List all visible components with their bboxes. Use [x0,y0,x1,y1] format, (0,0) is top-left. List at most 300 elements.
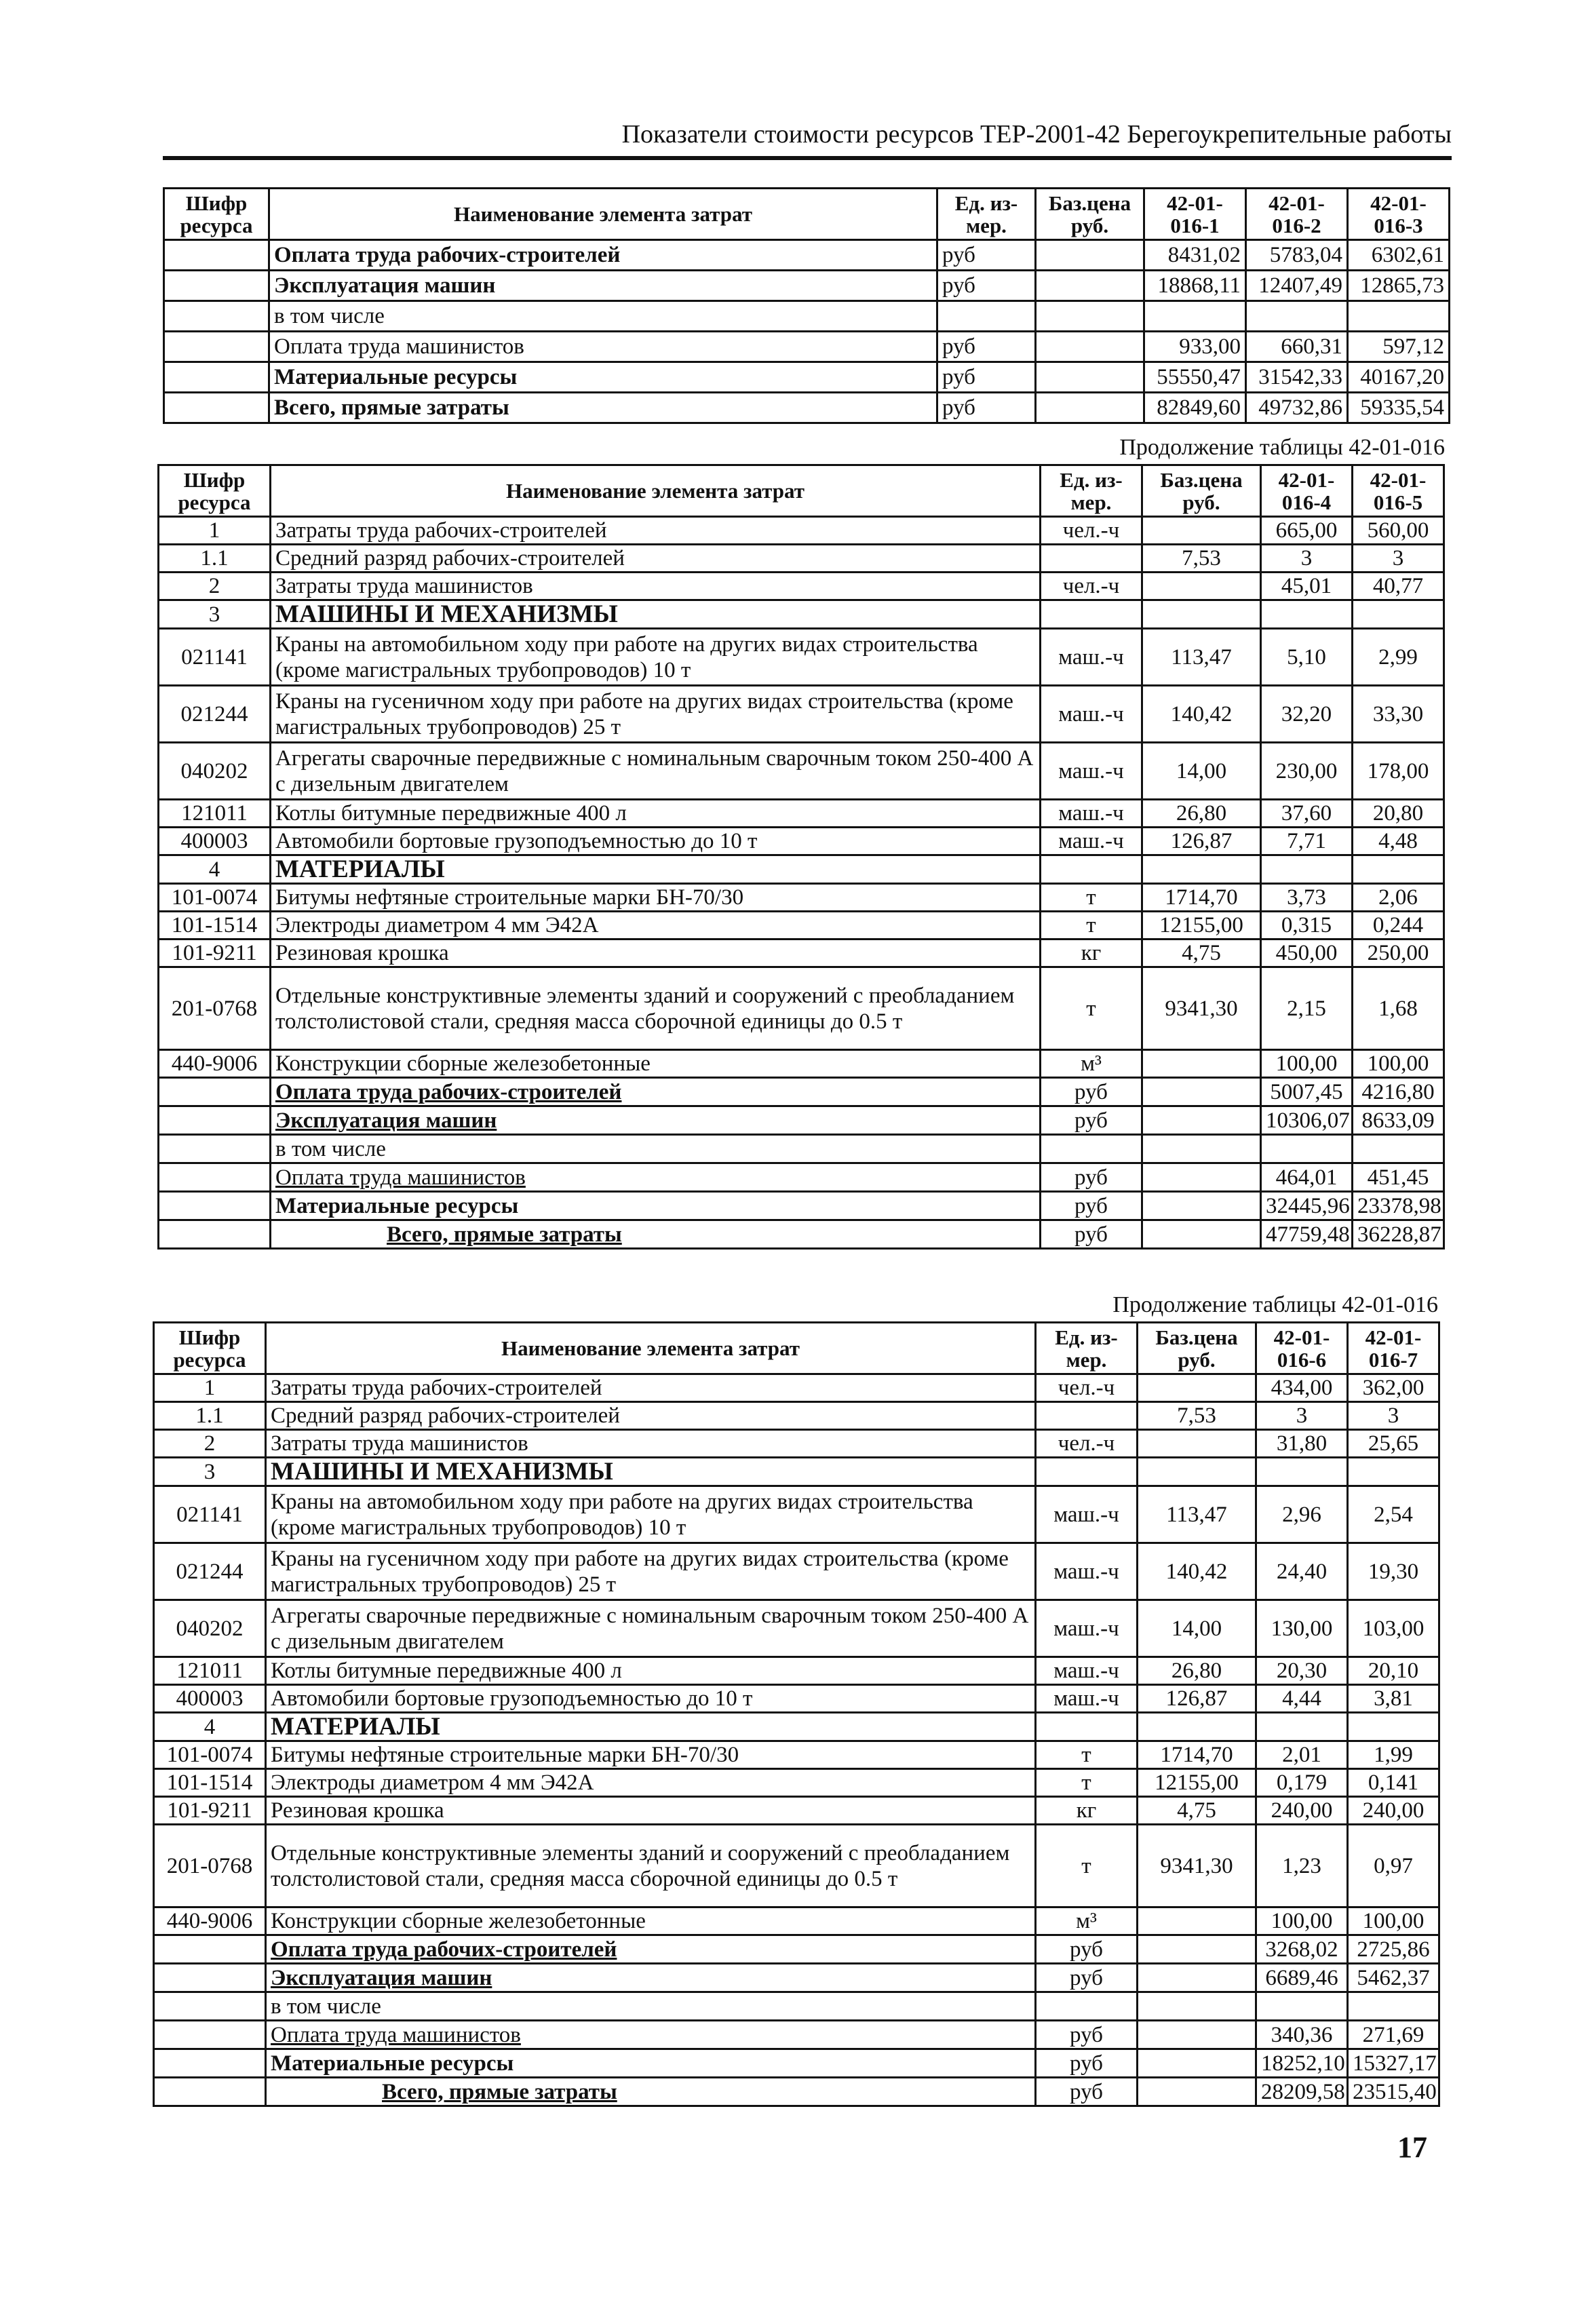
row-unit: руб [1041,1106,1142,1135]
page-number: 17 [1397,2131,1427,2164]
table3-header-row [154,1323,1439,1374]
table-row [159,573,1444,600]
table-row [154,2078,1439,2106]
table-row [154,1430,1439,1458]
row-unit: маш.-ч [1041,743,1142,800]
row-value: 49732,86 [1246,393,1348,423]
row-unit: т [1041,884,1142,912]
row-unit: т [1041,967,1142,1050]
row-code: 201-0768 [159,967,271,1050]
row-unit: руб [1036,1964,1138,1992]
table-row [154,1907,1439,1935]
table-row [154,1402,1439,1430]
table-row [154,1992,1439,2021]
continuation-label: Продолжение таблицы 42-01-016 [1119,435,1445,460]
row-code: 4 [154,1713,266,1741]
table-row [154,2049,1439,2078]
col-header-name: Наименование элемента затрат [271,465,1041,517]
row-value: 5,10 [1261,629,1353,686]
row-unit: чел.-ч [1041,517,1142,545]
row-code: 1 [154,1374,266,1402]
row-code: 101-9211 [159,940,271,967]
table-row [164,393,1450,423]
row-name: Всего, прямые затраты [266,2078,1036,2106]
continuation-label: Продолжение таблицы 42-01-016 [1112,1292,1438,1317]
row-name: Оплата труда рабочих-строителей [266,1935,1036,1964]
section-title: МАТЕРИАЛЫ [271,855,1041,884]
row-value: 3,73 [1261,884,1353,912]
row-value: 340,36 [1256,2021,1348,2049]
row-code: 201-0768 [154,1825,266,1907]
row-code: 2 [154,1430,266,1458]
row-value: 32445,96 [1261,1192,1353,1220]
row-value: 3 [1261,545,1353,573]
row-value: 451,45 [1353,1163,1444,1192]
row-price: 14,00 [1138,1600,1256,1657]
row-value: 12407,49 [1246,271,1348,301]
section-row [159,600,1444,629]
row-price [1138,1430,1256,1458]
row-price: 7,53 [1142,545,1261,573]
row-name: Затраты труда рабочих-строителей [266,1374,1036,1402]
row-price [1138,1907,1256,1935]
col-header-016-4: 42-01-016-4 [1261,465,1353,517]
row-value: 40,77 [1353,573,1444,600]
row-code: 4 [159,855,271,884]
row-unit: т [1036,1741,1138,1769]
row-value: 362,00 [1348,1374,1439,1402]
row-price: 26,80 [1142,800,1261,828]
row-unit: м³ [1036,1907,1138,1935]
row-price: 9341,30 [1142,967,1261,1050]
row-name: Отдельные конструктивные элементы зданий и сооружений с преобладанием толстолистовой стали, средняя масса сборочной единицы до 0.5 т [271,967,1041,1050]
row-value: 6302,61 [1348,240,1450,271]
row-value: 0,244 [1353,912,1444,940]
row-name: Агрегаты сварочные передвижные с номинальным сварочным током 250-400 А с дизельным двигателем [271,743,1041,800]
row-name: Эксплуатация машин [266,1964,1036,1992]
row-value: 18868,11 [1144,271,1246,301]
row-value: 0,141 [1348,1769,1439,1797]
row-unit [1041,545,1142,573]
table-row [154,1769,1439,1797]
row-name: Затраты труда машинистов [271,573,1041,600]
section-row [154,1713,1439,1741]
row-unit: кг [1036,1797,1138,1825]
row-unit: руб [1041,1220,1142,1249]
row-value: 240,00 [1348,1797,1439,1825]
row-name: Средний разряд рабочих-строителей [271,545,1041,573]
row-price: 12155,00 [1142,912,1261,940]
row-value: 31,80 [1256,1430,1348,1458]
col-header-016-5: 42-01-016-5 [1353,465,1444,517]
row-value: 665,00 [1261,517,1353,545]
col-header-code: Шифр ресурса [164,189,269,240]
header-rule [163,156,1452,160]
row-code: 400003 [154,1685,266,1713]
col-header-unit: Ед. из-мер. [937,189,1036,240]
row-value: 2,06 [1353,884,1444,912]
row-value: 25,65 [1348,1430,1439,1458]
row-unit: чел.-ч [1036,1430,1138,1458]
row-value: 4,44 [1256,1685,1348,1713]
row-unit: маш.-ч [1036,1486,1138,1543]
row-code: 121011 [159,800,271,828]
row-code: 101-0074 [154,1741,266,1769]
row-name: Затраты труда машинистов [266,1430,1036,1458]
table-row [159,800,1444,828]
row-value: 37,60 [1261,800,1353,828]
row-value: 2,54 [1348,1486,1439,1543]
row-name: Эксплуатация машин [271,1106,1041,1135]
row-value: 100,00 [1256,1907,1348,1935]
table-row [154,1374,1439,1402]
row-price: 1714,70 [1138,1741,1256,1769]
row-value: 19,30 [1348,1543,1439,1600]
table-row [159,1078,1444,1106]
row-name: Резиновая крошка [271,940,1041,967]
col-header-016-3: 42-01-016-3 [1348,189,1450,240]
row-name: в том числе [269,301,937,332]
row-value: 130,00 [1256,1600,1348,1657]
table-row [159,967,1444,1050]
row-value: 47759,48 [1261,1220,1353,1249]
row-value: 660,31 [1246,332,1348,362]
row-value: 24,40 [1256,1543,1348,1600]
row-value: 20,10 [1348,1657,1439,1685]
row-code: 3 [154,1458,266,1486]
row-price: 14,00 [1142,743,1261,800]
row-value: 178,00 [1353,743,1444,800]
row-price [1142,1050,1261,1078]
row-name: Всего, прямые затраты [271,1220,1041,1249]
row-name: Оплата труда машинистов [271,1163,1041,1192]
row-value: 1,23 [1256,1825,1348,1907]
row-value: 28209,58 [1256,2078,1348,2106]
row-code: 1.1 [154,1402,266,1430]
table-row [154,1685,1439,1713]
row-name: Краны на автомобильном ходу при работе на других видах строительства (кроме магистральных трубопроводов) 10 т [271,629,1041,686]
row-unit: т [1041,912,1142,940]
col-header-unit: Ед. из-мер. [1041,465,1142,517]
row-value: 434,00 [1256,1374,1348,1402]
row-value: 100,00 [1348,1907,1439,1935]
row-value: 2725,86 [1348,1935,1439,1964]
row-code: 040202 [159,743,271,800]
row-unit: маш.-ч [1036,1685,1138,1713]
row-value: 230,00 [1261,743,1353,800]
row-value: 103,00 [1348,1600,1439,1657]
row-unit: маш.-ч [1041,629,1142,686]
table-row [159,629,1444,686]
row-unit: руб [1036,2049,1138,2078]
row-price: 126,87 [1138,1685,1256,1713]
row-name: Котлы битумные передвижные 400 л [266,1657,1036,1685]
row-value: 32,20 [1261,686,1353,743]
row-code: 021141 [154,1486,266,1543]
row-value: 20,30 [1256,1657,1348,1685]
row-value: 59335,54 [1348,393,1450,423]
table-row [159,1135,1444,1163]
section-row [154,1458,1439,1486]
row-name: в том числе [266,1992,1036,2021]
table-row [154,1543,1439,1600]
row-value: 250,00 [1353,940,1444,967]
row-unit: маш.-ч [1041,686,1142,743]
section-title: МАШИНЫ И МЕХАНИЗМЫ [271,600,1041,629]
row-value: 5462,37 [1348,1964,1439,1992]
table-row [164,362,1450,393]
col-header-price: Баз.цена руб. [1138,1323,1256,1374]
row-value: 12865,73 [1348,271,1450,301]
row-unit: руб [1036,1935,1138,1964]
row-price: 4,75 [1142,940,1261,967]
table-row [164,271,1450,301]
table-row [154,1964,1439,1992]
col-header-price: Баз.цена руб. [1142,465,1261,517]
row-code: 3 [159,600,271,629]
row-code: 101-9211 [154,1797,266,1825]
row-value: 560,00 [1353,517,1444,545]
row-price [1142,517,1261,545]
row-name: Котлы битумные передвижные 400 л [271,800,1041,828]
cost-table-1 [163,187,1450,424]
row-value: 23378,98 [1353,1192,1444,1220]
row-unit: руб [1041,1192,1142,1220]
col-header-016-2: 42-01-016-2 [1246,189,1348,240]
row-name: в том числе [271,1135,1041,1163]
row-code: 2 [159,573,271,600]
row-name: Битумы нефтяные строительные марки БН-70/30 [266,1741,1036,1769]
row-value: 1,68 [1353,967,1444,1050]
row-value: 18252,10 [1256,2049,1348,2078]
row-unit: руб [1036,2078,1138,2106]
row-name: Агрегаты сварочные передвижные с номинальным сварочным током 250-400 А с дизельным двигателем [266,1600,1036,1657]
table-row [154,1600,1439,1657]
row-value: 2,01 [1256,1741,1348,1769]
row-price: 113,47 [1142,629,1261,686]
table-row [159,940,1444,967]
row-unit: руб [937,240,1036,271]
table-row [159,828,1444,855]
row-unit: маш.-ч [1036,1543,1138,1600]
row-value: 10306,07 [1261,1106,1353,1135]
row-value: 45,01 [1261,573,1353,600]
row-name: Электроды диаметром 4 мм Э42А [266,1769,1036,1797]
row-code: 021244 [159,686,271,743]
table-row [154,1935,1439,1964]
table-row [159,743,1444,800]
row-unit: руб [1036,2021,1138,2049]
table-row [159,912,1444,940]
row-code: 121011 [154,1657,266,1685]
row-value: 82849,60 [1144,393,1246,423]
row-unit: т [1036,1825,1138,1907]
row-name: Средний разряд рабочих-строителей [266,1402,1036,1430]
page-header-title: Показатели стоимости ресурсов ТЕР-2001-42 Берегоукрепительные работы [621,120,1452,149]
row-unit: маш.-ч [1041,800,1142,828]
row-name: Электроды диаметром 4 мм Э42А [271,912,1041,940]
row-unit [1036,1402,1138,1430]
row-unit: кг [1041,940,1142,967]
row-value: 5007,45 [1261,1078,1353,1106]
row-code: 440-9006 [154,1907,266,1935]
table-row [154,1825,1439,1907]
row-code: 101-1514 [159,912,271,940]
row-unit: руб [937,362,1036,393]
row-value: 0,179 [1256,1769,1348,1797]
row-value: 20,80 [1353,800,1444,828]
row-value: 6689,46 [1256,1964,1348,1992]
row-value: 271,69 [1348,2021,1439,2049]
row-value: 23515,40 [1348,2078,1439,2106]
row-value: 100,00 [1261,1050,1353,1078]
row-code: 101-0074 [159,884,271,912]
row-value: 3,81 [1348,1685,1439,1713]
row-value: 5783,04 [1246,240,1348,271]
row-value: 7,71 [1261,828,1353,855]
row-unit: м³ [1041,1050,1142,1078]
row-name: Резиновая крошка [266,1797,1036,1825]
cost-table-2 [157,464,1445,1250]
row-name: Оплата труда рабочих-строителей [271,1078,1041,1106]
row-value: 2,15 [1261,967,1353,1050]
table-row [159,1220,1444,1249]
row-value: 4,48 [1353,828,1444,855]
row-name: Краны на гусеничном ходу при работе на других видах строительства (кроме магистральных трубопроводов) 25 т [266,1543,1036,1600]
row-value: 2,99 [1353,629,1444,686]
row-name: Оплата труда машинистов [266,2021,1036,2049]
table-row [159,545,1444,573]
row-name: Оплата труда рабочих-строителей [269,240,937,271]
row-price: 9341,30 [1138,1825,1256,1907]
row-value: 240,00 [1256,1797,1348,1825]
row-price: 12155,00 [1138,1769,1256,1797]
row-unit: руб [1041,1163,1142,1192]
row-code: 040202 [154,1600,266,1657]
row-name: Конструкции сборные железобетонные [271,1050,1041,1078]
row-value: 3 [1353,545,1444,573]
row-value: 15327,17 [1348,2049,1439,2078]
row-value: 4216,80 [1353,1078,1444,1106]
table-row [164,240,1450,271]
col-header-name: Наименование элемента затрат [266,1323,1036,1374]
table1-header-row [164,189,1450,240]
row-unit: руб [937,271,1036,301]
row-price: 126,87 [1142,828,1261,855]
row-unit: чел.-ч [1041,573,1142,600]
row-unit: маш.-ч [1036,1657,1138,1685]
row-unit: маш.-ч [1036,1600,1138,1657]
row-code: 021244 [154,1543,266,1600]
row-price: 7,53 [1138,1402,1256,1430]
row-value: 0,315 [1261,912,1353,940]
row-code: 1 [159,517,271,545]
table-row [159,1106,1444,1135]
row-unit: чел.-ч [1036,1374,1138,1402]
col-header-code: Шифр ресурса [154,1323,266,1374]
table-row [159,517,1444,545]
row-name: Битумы нефтяные строительные марки БН-70/30 [271,884,1041,912]
table-row [154,1486,1439,1543]
row-value: 8431,02 [1144,240,1246,271]
row-name: Материальные ресурсы [266,2049,1036,2078]
row-value: 0,97 [1348,1825,1439,1907]
row-name: Краны на гусеничном ходу при работе на других видах строительства (кроме магистральных трубопроводов) 25 т [271,686,1041,743]
table-row [154,1657,1439,1685]
row-value: 2,96 [1256,1486,1348,1543]
row-value: 597,12 [1348,332,1450,362]
row-unit: т [1036,1769,1138,1797]
row-name: Краны на автомобильном ходу при работе на других видах строительства (кроме магистральных трубопроводов) 10 т [266,1486,1036,1543]
row-unit: маш.-ч [1041,828,1142,855]
col-header-price: Баз.цена руб. [1036,189,1144,240]
row-code: 021141 [159,629,271,686]
table-row [154,1741,1439,1769]
table-row [159,1192,1444,1220]
row-value: 31542,33 [1246,362,1348,393]
row-code: 101-1514 [154,1769,266,1797]
table-row [159,884,1444,912]
row-value: 464,01 [1261,1163,1353,1192]
row-price: 1714,70 [1142,884,1261,912]
col-header-016-1: 42-01-016-1 [1144,189,1246,240]
row-code: 440-9006 [159,1050,271,1078]
table-row [154,1797,1439,1825]
row-price: 140,42 [1138,1543,1256,1600]
row-price: 4,75 [1138,1797,1256,1825]
col-header-unit: Ед. из-мер. [1036,1323,1138,1374]
row-price: 140,42 [1142,686,1261,743]
table2-header-row [159,465,1444,517]
row-value: 3 [1348,1402,1439,1430]
col-header-016-6: 42-01-016-6 [1256,1323,1348,1374]
section-title: МАТЕРИАЛЫ [266,1713,1036,1741]
row-name: Материальные ресурсы [269,362,937,393]
row-price: 26,80 [1138,1657,1256,1685]
col-header-016-7: 42-01-016-7 [1348,1323,1439,1374]
table-row [164,301,1450,332]
row-name: Материальные ресурсы [271,1192,1041,1220]
row-value: 100,00 [1353,1050,1444,1078]
table-row [159,1163,1444,1192]
row-unit: руб [937,393,1036,423]
row-value: 3268,02 [1256,1935,1348,1964]
row-value: 1,99 [1348,1741,1439,1769]
row-value: 36228,87 [1353,1220,1444,1249]
section-row [159,855,1444,884]
col-header-code: Шифр ресурса [159,465,271,517]
row-name: Эксплуатация машин [269,271,937,301]
table-row [164,332,1450,362]
row-value: 40167,20 [1348,362,1450,393]
row-value: 8633,09 [1353,1106,1444,1135]
row-value: 55550,47 [1144,362,1246,393]
row-name: Автомобили бортовые грузоподъемностью до 10 т [266,1685,1036,1713]
row-value: 33,30 [1353,686,1444,743]
row-code: 1.1 [159,545,271,573]
row-name: Затраты труда рабочих-строителей [271,517,1041,545]
row-value: 3 [1256,1402,1348,1430]
table-row [154,2021,1439,2049]
row-value: 933,00 [1144,332,1246,362]
row-unit: руб [937,332,1036,362]
row-name: Всего, прямые затраты [269,393,937,423]
row-code: 400003 [159,828,271,855]
table-row [159,1050,1444,1078]
row-price: 113,47 [1138,1486,1256,1543]
row-price [1138,1374,1256,1402]
row-name: Оплата труда машинистов [269,332,937,362]
